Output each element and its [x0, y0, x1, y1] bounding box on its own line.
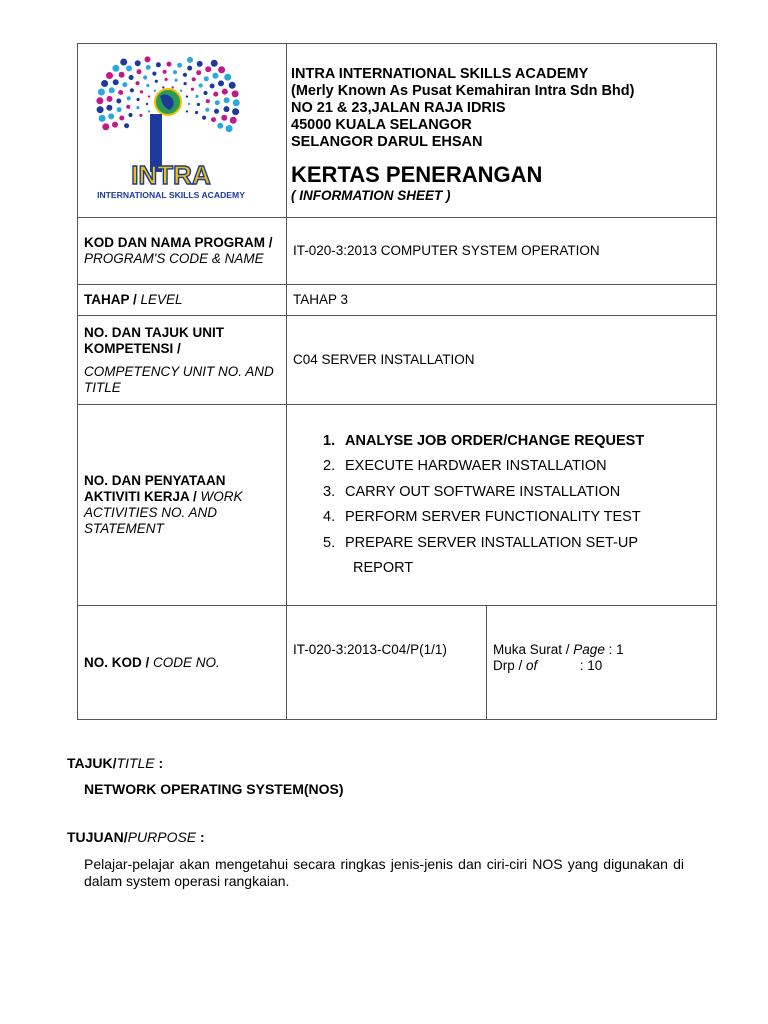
level-row: [78, 285, 717, 316]
logo-dot: [217, 123, 223, 129]
logo-dot: [230, 117, 237, 124]
logo-dot: [186, 110, 188, 112]
logo-dot: [224, 74, 231, 81]
logo-dot: [152, 72, 156, 76]
logo-dot: [195, 95, 198, 98]
logo-cell: [78, 44, 287, 218]
intra-logo: [92, 56, 250, 204]
sheet-subtitle: ( INFORMATION SHEET ): [291, 188, 451, 203]
logo-dot: [148, 110, 150, 112]
logo-dot: [187, 57, 193, 63]
logo-dot: [186, 95, 188, 97]
page-number-line: Muka Surat / Page : 1: [493, 642, 624, 657]
page-total-line: Drp / of : 10: [493, 658, 603, 673]
program-row: [78, 218, 717, 285]
code-label-en: CODE NO.: [153, 654, 220, 670]
logo-wordmark: INTRA: [131, 160, 211, 190]
logo-dot: [174, 79, 177, 82]
list-item-continuation: REPORT: [353, 560, 414, 576]
logo-dot: [154, 90, 156, 92]
intra-logo-icon: [92, 56, 250, 204]
logo-dot: [122, 82, 127, 87]
logo-dot: [211, 117, 216, 122]
logo-dot: [206, 99, 210, 103]
code-value: IT-020-3:2013-C04/P(1/1): [287, 606, 487, 720]
level-value: TAHAP 3: [287, 285, 717, 316]
logo-dot: [108, 113, 114, 119]
logo-dot: [195, 111, 198, 114]
title-heading: TAJUK/TITLE :: [67, 755, 164, 771]
program-value: IT-020-3:2013 COMPUTER SYSTEM OPERATION: [287, 218, 717, 285]
program-label-en: PROGRAM'S CODE & NAME: [84, 251, 264, 266]
logo-dot: [214, 109, 219, 114]
logo-dot: [212, 73, 218, 79]
org-name: INTRA INTERNATIONAL SKILLS ACADEMY: [291, 66, 589, 82]
logo-dot: [126, 105, 130, 109]
activities-row: [78, 405, 717, 606]
code-label-cell: [78, 606, 287, 720]
logo-dot: [97, 106, 104, 113]
logo-dot: [112, 65, 119, 72]
address-line-2: 45000 KUALA SELANGOR: [291, 117, 472, 133]
logo-dot: [119, 116, 124, 121]
logo-dot: [232, 90, 239, 97]
header-row: [78, 44, 717, 218]
logo-dot: [113, 79, 119, 85]
logo-dot: [165, 78, 168, 81]
purpose-heading: TUJUAN/PURPOSE :: [67, 829, 205, 845]
logo-dot: [127, 96, 131, 100]
logo-dot: [199, 83, 203, 87]
logo-dot: [180, 90, 182, 92]
logo-dot: [204, 76, 209, 81]
logo-dot: [146, 65, 151, 70]
logo-dot: [183, 73, 187, 77]
logo-dot: [221, 115, 227, 121]
sheet-title: KERTAS PENERANGAN: [291, 162, 543, 187]
logo-dot: [205, 66, 211, 72]
logo-dot: [162, 86, 164, 88]
logo-dot: [155, 80, 158, 83]
logo-dot: [140, 90, 143, 93]
logo-dot: [117, 107, 122, 112]
logo-dot: [128, 113, 132, 117]
activities-label-en: WORK ACTIVITIES NO. AND STATEMENT: [84, 489, 243, 536]
logo-dot: [137, 98, 140, 101]
logo-dot: [173, 70, 177, 74]
logo-dot: [197, 61, 203, 67]
document-title: NETWORK OPERATING SYSTEM(NOS): [84, 781, 344, 797]
logo-dot: [130, 88, 134, 92]
purpose-text: Pelajar-pelajar akan mengetahui secara ringkas jenis-jenis dan ciri-ciri NOS yang digunakan di dalam system operasi rangkaian.: [84, 856, 684, 889]
logo-dot: [136, 106, 139, 109]
logo-dot: [118, 90, 123, 95]
unit-label-cell: [78, 316, 287, 405]
address-line-1: NO 21 & 23,JALAN RAJA IDRIS: [291, 100, 506, 116]
list-item: 4. PERFORM SERVER FUNCTIONALITY TEST: [323, 509, 641, 525]
logo-dot: [191, 88, 194, 91]
logo-dot: [102, 123, 109, 130]
logo-dot: [99, 115, 106, 122]
address-line-3: SELANGOR DARUL EHSAN: [291, 134, 483, 150]
logo-dot: [107, 96, 113, 102]
logo-dot: [163, 70, 167, 74]
logo-dot: [229, 82, 236, 89]
logo-dot: [148, 95, 150, 97]
level-label-en: LEVEL: [140, 292, 183, 307]
logo-dot: [205, 108, 209, 112]
logo-dot: [120, 59, 127, 66]
logo-dot: [167, 62, 172, 67]
logo-dot: [96, 97, 103, 104]
logo-dot: [177, 63, 182, 68]
logo-dot: [226, 125, 233, 132]
list-item: 5. PREPARE SERVER INSTALLATION SET-UP: [323, 534, 639, 551]
logo-dot: [106, 72, 113, 79]
logo-dot: [222, 89, 228, 95]
logo-dot: [139, 114, 142, 117]
logo-dot: [143, 75, 147, 79]
logo-dot: [192, 77, 196, 81]
logo-dot: [187, 66, 192, 71]
program-label: KOD DAN NAMA PROGRAM /: [84, 235, 273, 250]
logo-dot: [106, 105, 112, 111]
logo-dot: [98, 89, 105, 96]
info-sheet-table: [77, 43, 717, 720]
logo-dot: [145, 56, 151, 62]
logo-dot: [218, 80, 224, 86]
page-info-cell: [487, 606, 717, 720]
logo-dot: [203, 91, 207, 95]
activities-list: [293, 429, 710, 582]
list-item: 1. ANALYSE JOB ORDER/CHANGE REQUEST: [323, 432, 645, 449]
unit-value: C04 SERVER INSTALLATION: [287, 316, 717, 405]
logo-dot: [146, 103, 148, 105]
level-label-cell: [78, 285, 287, 316]
unit-row: [78, 316, 717, 405]
logo-dot: [232, 108, 239, 115]
list-item: 3. CARRY OUT SOFTWARE INSTALLATION: [323, 483, 621, 500]
level-label: TAHAP /: [84, 292, 137, 307]
logo-dot: [135, 60, 141, 66]
unit-label: NO. DAN TAJUK UNIT KOMPETENSI /: [84, 324, 224, 356]
logo-dot: [233, 99, 240, 106]
logo-dot: [196, 70, 201, 75]
logo-subtext: INTERNATIONAL SKILLS ACADEMY: [97, 190, 245, 200]
page-number: : 1: [608, 642, 624, 657]
logo-dot: [213, 92, 218, 97]
activities-label: NO. DAN PENYATAAN AKTIVITI KERJA /: [84, 473, 226, 504]
logo-dot: [129, 75, 134, 80]
logo-dot: [224, 97, 230, 103]
logo-dot: [215, 100, 220, 105]
header-text-cell: [287, 44, 717, 218]
code-row: [78, 606, 717, 720]
logo-dot: [135, 81, 139, 85]
activities-label-cell: [78, 405, 287, 606]
list-item: 2. EXECUTE HARDWAER INSTALLATION: [323, 458, 607, 474]
logo-dot: [126, 65, 132, 71]
logo-dot: [101, 80, 108, 87]
logo-dot: [172, 86, 174, 88]
logo-dot: [188, 103, 190, 105]
logo-dot: [112, 122, 118, 128]
logo-dot: [146, 84, 149, 87]
logo-dot: [224, 106, 230, 112]
code-label: NO. KOD /: [84, 654, 150, 670]
logo-dot: [156, 62, 161, 67]
program-label-cell: [78, 218, 287, 285]
logo-dot: [119, 72, 125, 78]
page-total: : 10: [579, 658, 603, 673]
logo-dot: [116, 99, 121, 104]
logo-dot: [184, 82, 187, 85]
logo-dot: [218, 66, 225, 73]
logo-dot: [211, 60, 218, 67]
activities-list-cell: [287, 405, 717, 606]
org-former-name: (Merly Known As Pusat Kemahiran Intra Sdn Bhd): [291, 83, 635, 99]
logo-dot: [109, 87, 115, 93]
logo-dot: [137, 69, 142, 74]
logo-dot: [210, 84, 215, 89]
unit-label-en: COMPETENCY UNIT NO. AND TITLE: [84, 363, 274, 395]
logo-dot: [124, 123, 129, 128]
logo-dot: [197, 103, 200, 106]
logo-dot: [202, 116, 206, 120]
